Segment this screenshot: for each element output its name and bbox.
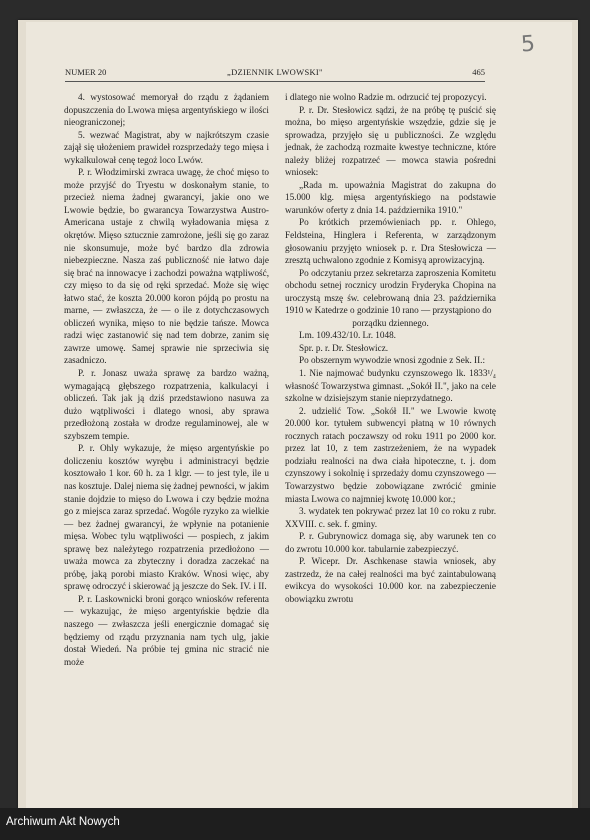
paragraph: 4. wystosować memoryał do rządu z żądaniem dopuszczenia do Lwowa mięsa argentyńskiego w ilości nieograniczonej;	[64, 92, 269, 128]
paragraph: 5. wezwać Magistrat, aby w najkrótszym czasie zajął się ułożeniem prawideł rozsprzedaży tego mięsa i wykalkulował cenę tegoż loco Lwów.	[64, 129, 269, 165]
paragraph: P. r. Dr. Stesłowicz sądzi, że na próbę tę puścić się można, bo mięso argentyńskie wszędzie, gdzie się je sprowadza, przyjęło się u publiczności. Ze względu jednak, że zachodzą rozmaite kwestye techniczne, które należy bliżej rozpatrzeć — mowca stawia pośredni wniosek:	[285, 104, 496, 178]
paragraph: i dlatego nie wolno Radzie m. odrzucić tej propozycyi.	[285, 92, 487, 102]
paragraph: 2. udzielić Tow. „Sokół II." we Lwowie kwotę 20.000 kor. tytułem subwencyi płatną w 10 równych rocznych ratach poczawszy od roku 1911 po 2000 kor. przez lat 10, z tem zastrzeżeniem, że na wypadek podziału realności na dwa ciała hipoteczne, t. j. dom czynszowy i sokolnię i sprzedaży domu czynszowego — Towarzystwo będzie zobowiązane zwrócić gminie miasta Lwowa co najmniej kwotę 10.000 kor.;	[285, 405, 496, 504]
paragraph: Po krótkich przemówieniach pp. r. Ohlego, Feldsteina, Hinglera i Referenta, w zarządzonym głosowaniu przyjęto wniosek p. r. Dra Stesłowicza — zresztą uchwalono zgodnie z Komisyą aprowizacyjną.	[285, 217, 496, 266]
archive-name: Archiwum Akt Nowych	[6, 816, 120, 828]
paragraph: P. r. Gubrynowicz domaga się, aby warunek ten co do zwrotu 10.000 kor. tabularnie zabezpieczyć.	[285, 531, 496, 554]
paragraph: P. r. Włodzimirski zwraca uwagę, że choć mięso to może przyjść do Tryestu w doskonałym stanie, to przecież niema żadnej gwarancyi, jakie ono we Lwowie będzie, bo gwarancya Towarzystwa Austro-Americana ustaje z chwilą wyładowania mięsa z okrętów. Mięso sztucznie zamrożone, jeśli się go zaraz nie skonsumuje, może być bardzo dla zdrowia niebezpieczne. Nasza zaś publiczność nie łatwo daje się brać na innowacye i zachodzi poważna wątpliwość, czy mięso to da się od ręki sprzedać. Może się więc łatwo stać, że koszta 20.000 koron pójdą po prostu na marne, — zwłaszcza, że — o ile z dotychczasowych obliczeń wynika, mięso to nie będzie tańsze. Mowca radzi więc zastanowić się nad tem dobrze, zanim się zawrze umowę. Samej sprawie nie sprzeciwia się zasadniczo.	[64, 167, 269, 366]
running-header	[65, 67, 485, 81]
right-column	[285, 91, 496, 605]
paragraph: Po odczytaniu przez sekretarza zaproszenia Komitetu obchodu setnej rocznicy urodzin Fryderyka Chopina na uroczystą mszę św. celebrowaną dnia 23. października 1910 w Katedrze o godzinie 10 rano — przystąpiono do	[285, 267, 496, 316]
paragraph: 3. wydatek ten pokrywać przez lat 10 co roku z rubr. XXVIII. c. sek. f. gminy.	[285, 506, 496, 529]
pencil-page-mark: 5	[520, 31, 536, 58]
paragraph: P. r. Jonasz uważa sprawę za bardzo ważną, wymagającą głębszego rozpatrzenia, kalkulacyi i obliczeń. Tak jak ją dziś przedstawiono nasuwa za dużo wątpliwości i dlatego wnosi, aby sprawa przedłożoną została w drodze regulaminowej, ale w szybszem tempie.	[64, 368, 269, 441]
case-number: Lm. 109.432/10. Lr. 1048.	[299, 330, 396, 341]
header-rule	[65, 81, 485, 82]
motion-quote: „Rada m. upoważnia Magistrat do zakupna do 15.000 klg. mięsa argentyńskiego na podstawie warunków oferty z dnia 14. października 1910."	[285, 179, 496, 215]
left-column	[64, 91, 269, 668]
archive-footer	[0, 808, 590, 840]
agenda-heading: porządku dziennego.	[352, 317, 429, 328]
page-number: 465	[472, 67, 485, 77]
paragraph: 1. Nie najmować budynku czynszowego lk. 1833¹/₄ własność Towarzystwa gimnast. „Sokół II.", jako na cele szkolne w dzisiejszym stanie nieprzydatnego.	[285, 368, 496, 404]
paragraph: Po obszernym wywodzie wnosi zgodnie z Sek. II.:	[299, 355, 486, 366]
paragraph: P. Wicepr. Dr. Aschkenase stawia wniosek, aby zastrzedz, że na całej realności ma być zaintabulowaną ewikcya do wysokości 10.000 kor. na zabezpieczenie obowiązku zwrotu	[285, 556, 496, 604]
issue-number: NUMER 20	[65, 67, 107, 77]
paragraph: P. r. Ohly wykazuje, że mięso argentyńskie po doliczeniu kosztów wyrębu i administracyi będzie kosztowało 1 kor. 60 h. za 1 klgr. — to jest tyle, ile u nas kosztuje. Dalej niema się żadnej pewności, w jakim stanie dojdzie to mięso do Lwowa i czy będzie można go z miejsca zaraz sprzedać. Wogóle ryzyko za wielkie — bez żadnej gwarancyi, że wpłynie na potanienie mięsa. Wobec tylu wątpliwości — pospiech, z jakim sprawę bez należytego rozpatrzenia przedłożono — uważa mowca za zbyteczny i doradza zaczekać na próbę, jaką porobi miasto Kraków. Wnosi więc, aby sprawę odroczyć i skierować ją jeszcze do Sek. IV. i II.	[64, 443, 269, 592]
journal-title: „DZIENNIK LWOWSKI"	[227, 67, 323, 77]
rapporteur-line: Spr. p. r. Dr. Stesłowicz.	[299, 342, 389, 353]
paragraph: P. r. Laskownicki broni gorąco wniosków referenta — wykazując, że mięso argentyńskie będzie dla naszego — zwłaszcza jeśli energicznie domagać się będziemy od rządu przyznania nam tych ulg, jakie dostał Wiedeń. Na próbie tej gmina nic stracić nie może	[64, 593, 269, 667]
